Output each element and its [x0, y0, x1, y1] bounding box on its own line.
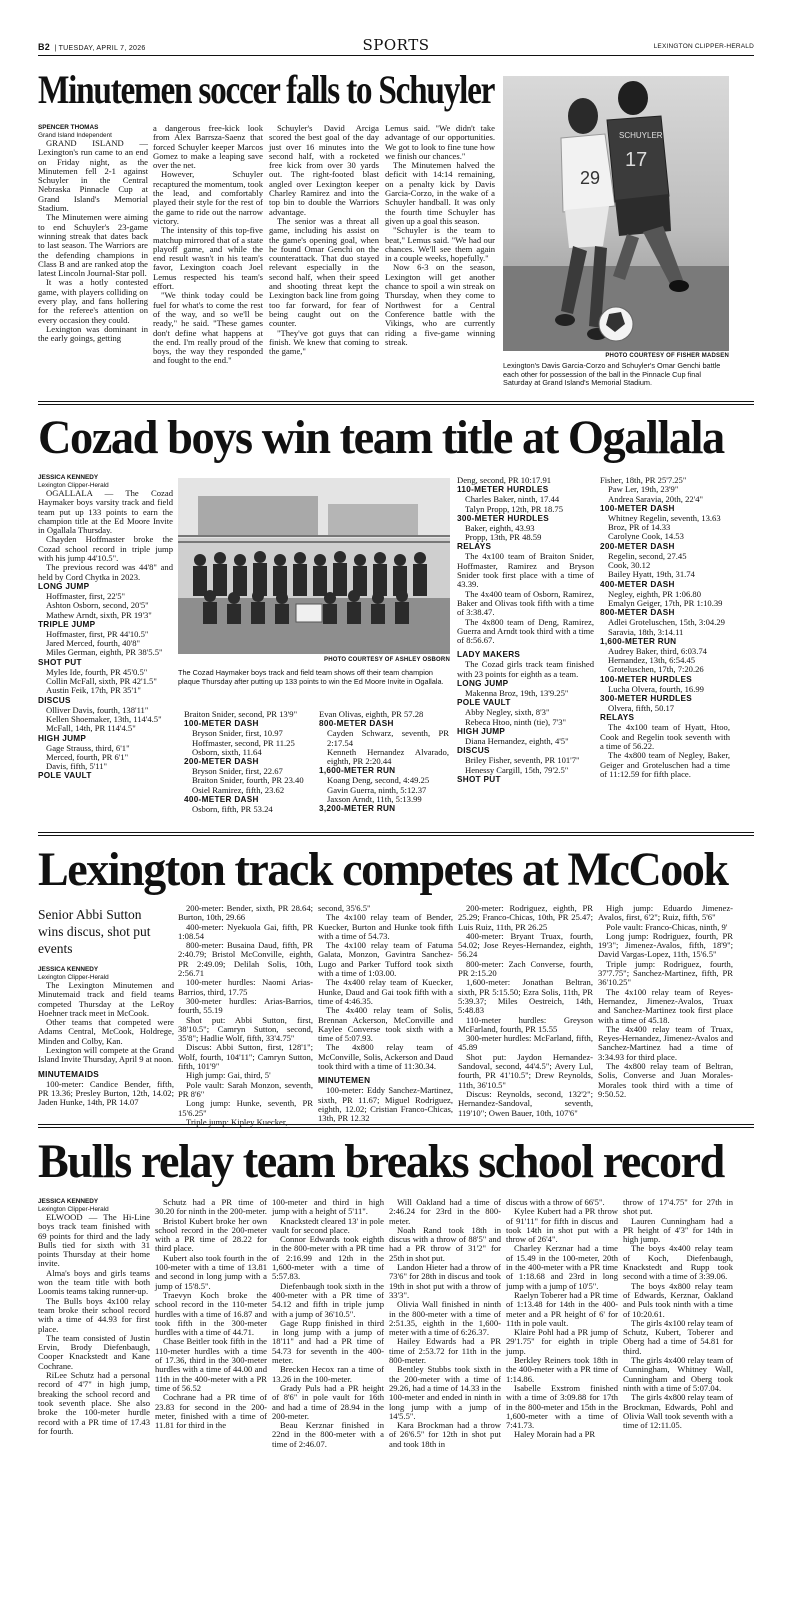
mccook-paragraph: Long jump: Hunke, seventh, PR 15'6.25"	[178, 1098, 313, 1118]
soccer-col-1	[38, 124, 148, 396]
result-line: Koang Deng, second, 4:49.25	[327, 775, 430, 786]
event-heading: SHOT PUT	[38, 657, 82, 667]
cozad-paragraph: Chayden Hoffmaster broke the Cozad school record in triple jump with his jump 44'10.5".	[38, 534, 173, 564]
result-line: Osiel Ramirez, fifth, 23.62	[192, 784, 285, 795]
bulls-col-2	[155, 1198, 267, 1590]
soccer-paragraph: "They've got guys that can finish. We knew that coming to the game,"	[269, 327, 379, 357]
result-line: Emalyn Geiger, 17th, PR 1:10.39	[608, 597, 723, 608]
bulls-paragraph: Raelyn Toberer had a PR time of 1:13.48 for 14th in the 400-meter and a PR height of 6' for 11th in pole vault.	[506, 1289, 618, 1328]
jersey-team-text: SCHUYLER	[619, 131, 663, 140]
result-line: Andrea Saravia, 20th, 22'4"	[608, 493, 704, 504]
event-heading: POLE VAULT	[38, 771, 92, 781]
section-subhead: LADY MAKERS	[457, 650, 521, 660]
event-heading: 800-METER DASH	[600, 608, 675, 618]
soccer-paragraph: a dangerous free-kick look from Alex Barrsza-Saenz that forced Schuyler keeper Marcos Gomez to make a leaping save over the net.	[153, 123, 263, 171]
mccook-paragraph: The 4x800 relay team of McConville, Solis, Ackerson and Daud took third with a time of 11:30.34.	[318, 1042, 453, 1072]
soccer-photo-credit: PHOTO COURTESY OF FISHER MADSEN	[605, 353, 729, 359]
soccer-paragraph: Lemus said. "We didn't take advantage of our opportunities. We got to look to fine tune how we finish our chances."	[385, 123, 495, 161]
bulls-col-4	[389, 1198, 501, 1590]
event-heading: LONG JUMP	[457, 679, 509, 689]
event-heading: 400-METER DASH	[600, 579, 675, 589]
bulls-paragraph: throw of 17'4.75" for 27th in shot put.	[623, 1197, 733, 1217]
paper-name: LEXINGTON CLIPPER-HERALD	[653, 43, 754, 50]
bulls-paragraph: Gage Rupp finished in third in long jump with a jump of 18'11" and had a PR time of 54.73 for seventh in the 400-meter.	[272, 1317, 384, 1366]
cozad-photo-credit: PHOTO COURTESY OF ASHLEY OSBORN	[324, 657, 450, 663]
result-line: Bryson Snider, first, 10.97	[192, 728, 283, 739]
result-line: Adlei Groteluschen, 15th, 3:04.29	[608, 617, 725, 628]
mccook-paragraph: 100-meter: Candice Bender, fifth, PR 13.36; Presley Burton, 12th, 14.02; Jaden Hunke, 14th, PR 14.07	[38, 1078, 174, 1108]
cozad-paragraph: The Cozad girls track team finished with 23 points for eighth as a team.	[457, 659, 594, 679]
result-line: Cook, 30.12	[608, 560, 651, 571]
bulls-paragraph: Diefenbaugh took sixth in the 400-meter with a PR time of 54.12 and fifth in triple jump with a jump of 36'10.5".	[272, 1280, 384, 1319]
mccook-paragraph: The Lexington Minutemen and Minutemaid track and field teams competed Thursday at the LeRoy Hoehner track meet in McCook.	[38, 980, 174, 1018]
bulls-col-3	[272, 1198, 384, 1590]
result-line: Kenneth Hernandez Alvarado, eighth, PR 2:20.44	[327, 746, 449, 767]
bulls-paragraph: Noah Rand took 18th in discus with a throw of 88'5" and had a PR throw of 31'2" for 25th in shot put.	[389, 1224, 501, 1263]
soccer-paragraph: GRAND ISLAND — Lexington's run came to an end on Friday night, as the Minutemen fell 2-1 against Schuyler in the Central Nebraska Pinnacle Cup at Grand Island's Memorial Stadium.	[38, 138, 148, 214]
mccook-paragraph: 100-meter hurdles: Naomi Arias-Barrios, third, 17.75	[178, 977, 313, 997]
section-divider	[38, 401, 754, 405]
result-line: Rebeca Htoo, ninth (tie), 7'3"	[465, 716, 566, 727]
bulls-paragraph: Brecken Hecox ran a time of 13.26 in the 100-meter.	[272, 1364, 384, 1384]
bulls-paragraph: Grady Puls had a PR height of 8'6" in pole vault for 16th and had a time of 28.94 in the 200-meter.	[272, 1382, 384, 1421]
mccook-paragraph: 800-meter: Busaina Daud, fifth, PR 2:40.79; Bristol McConville, eighth, PR 2:49.09; Delilah Solis, 10th, 2:56.71	[178, 940, 313, 979]
relay-paragraph: The 4x100 team of Braiton Snider, Hoffmaster, Ramirez and Bryson Snider took first place with a time of 43.39.	[457, 551, 594, 590]
result-line: Broz, PR of 14.33	[608, 522, 671, 533]
soccer-photo[interactable]	[503, 76, 729, 351]
result-line: Groteluschen, 17th, 7:20.26	[608, 664, 704, 675]
result-line: Braiton Snider, fourth, PR 23.40	[192, 775, 304, 786]
jersey-number-a: 29	[580, 168, 601, 188]
soccer-byline: SPENCER THOMAS Grand Island Independent	[38, 124, 112, 139]
mccook-paragraph: Lexington will compete at the Grand Island Invite Thursday, April 9 at noon.	[38, 1045, 174, 1065]
section-divider	[38, 1124, 754, 1128]
mccook-byline: JESSICA KENNEDY Lexington Clipper-Herald	[38, 966, 109, 981]
bulls-paragraph: Alma's boys and girls teams won the team title with both Loomis teams taking runner-up.	[38, 1267, 150, 1297]
soccer-paragraph: Lexington was dominant in the early goings, getting	[38, 323, 148, 344]
result-line: Negley, eighth, PR 1:06.80	[608, 588, 702, 599]
soccer-paragraph: The Minutemen halved the deficit with 14:14 remaining, on a penalty kick by Davis Garcia-Corzo, in the wake of a Schuyler handball. It was only the fourth time Schuyler has given up a goal this season.	[385, 160, 495, 226]
bulls-paragraph: Will Oakland had a time of 2:46.24 for 23rd in the 800-meter.	[389, 1197, 501, 1226]
soccer-paragraph: "We think today could be fuel for what's to come the rest of the way, and so we'll be ready," he said. "These games don't define what happens at the end. I'm really proud of the boys, the way they responded and fought to the end."	[153, 290, 263, 366]
event-heading: 800-METER DASH	[319, 719, 394, 729]
result-line: Osborn, fifth, PR 53.24	[192, 804, 273, 815]
event-heading: 200-METER DASH	[600, 541, 675, 551]
mccook-col-3	[318, 903, 453, 1124]
bulls-paragraph: The girls 4x100 relay team of Schutz, Kubert, Toberer and Oberg had a time of 54.81 for third.	[623, 1317, 733, 1356]
result-line: Lucha Olvera, fourth, 16.99	[608, 683, 704, 694]
event-heading: 100-METER HURDLES	[600, 674, 692, 684]
event-heading: 3,200-METER RUN	[319, 804, 396, 814]
mccook-col-4	[458, 904, 593, 1118]
mccook-paragraph: 400-meter: Nyekuola Gai, fifth, PR 1:08.54	[178, 921, 313, 941]
section-subhead: MINUTEMAIDS	[38, 1069, 100, 1079]
cozad-paragraph: The previous record was 44'8" and held by Cord Chytka in 2023.	[38, 562, 173, 582]
result-line: Ashton Osborn, second, 20'5"	[46, 600, 149, 611]
mccook-paragraph: 300-meter hurdles: McFarland, fifth, 45.89	[458, 1033, 593, 1053]
event-heading: TRIPLE JUMP	[38, 619, 96, 629]
cozad-col-2	[184, 710, 314, 826]
bulls-paragraph: The boys 4x400 relay team of Koch, Diefenbaugh, Knackstedt and Rupp took second with a time of 3:39.06.	[623, 1243, 733, 1282]
mccook-paragraph: 400-meter: Bryant Truax, fourth, 54.02; Jose Reyes-Hernandez, eighth, 56.24	[458, 930, 593, 960]
bulls-paragraph: Kara Brockman had a throw of 26'6.5" for 12th in shot put and took 18th in	[389, 1420, 501, 1449]
soccer-players-illustration	[503, 76, 729, 351]
jersey-number-b: 17	[625, 149, 648, 171]
bulls-paragraph: RiLee Schutz had a personal record of 4'7" in high jump, breaking the school record and took seventh place. She also broke the 100-meter hurdle record with a PR time of 17.43 for fourth.	[38, 1370, 150, 1436]
bulls-paragraph: Schutz had a PR time of 30.20 for ninth in the 200-meter.	[155, 1197, 267, 1217]
result-line: Whitney Regelin, seventh, 13.63	[608, 512, 721, 523]
section-subhead: MINUTEMEN	[318, 1076, 371, 1086]
bulls-paragraph: Landon Hieter had a throw of 73'6" for 28th in discus and took 19th in shot put with a throw of 33'3".	[389, 1262, 501, 1300]
soccer-paragraph: The intensity of this top-five matchup mirrored that of a state playoff game, and while the end result wasn't in his team's favor, Lexington coach Joel Lemus respected his team's effort.	[153, 225, 264, 292]
team-photo-illustration	[178, 478, 450, 654]
mccook-paragraph: The 4x800 relay team of Beltran, Solis, Converse and Juan Morales-Morales took third with a time of 9:50.52.	[598, 1061, 733, 1099]
bulls-paragraph: Knackstedt cleared 13' in pole vault for second place.	[272, 1215, 384, 1235]
mccook-paragraph: The 4x100 relay team of Reyes-Hernandez, Jimenez-Avalos, Truax and Sanchez-Martinez took first place with a time of 45.18.	[598, 986, 733, 1025]
event-heading: DISCUS	[457, 746, 490, 756]
event-heading: HIGH JUMP	[38, 733, 87, 743]
event-heading: LONG JUMP	[38, 581, 90, 591]
mccook-paragraph: High jump: Gai, third, 5'	[186, 1070, 271, 1081]
result-line: Kellen Shoemaker, 13th, 114'4.5"	[46, 713, 162, 724]
result-line: Paw Ler, 19th, 23'9"	[608, 484, 679, 495]
result-line: Mathew Arndt, sixth, PR 19'3"	[46, 609, 152, 620]
mccook-paragraph: 1,600-meter: Jonathan Beltran, sixth, PR 5:15.50; Ezra Solis, 11th, PR 5:39.37; Miles Oestreich, 14th, 5:48.83	[458, 977, 593, 1016]
result-line: Cayden Schwarz, seventh, PR 2:17.54	[327, 728, 449, 748]
soccer-photo-caption: Lexington's Davis Garcia-Corzo and Schuyler's Omar Genchi battle each other for possession of the ball in the Pinnacle Cup final Saturday at Grand Island's Memorial Stadium.	[503, 361, 721, 388]
result-line: Hernandez, 13th, 6:54.45	[608, 655, 696, 666]
bulls-paragraph: The boys 4x800 relay team of Edwards, Kerznar, Oakland and Puls took ninth with a time of 10:20.61.	[623, 1280, 733, 1319]
bulls-paragraph: Kubert also took fourth in the 100-meter with a time of 13.81 and second in long jump with a jump of 15'8.5".	[155, 1252, 267, 1291]
soccer-paragraph: Now 6-3 on the season, Lexington will get another chance to spoil a win streak on Thursday, when they come to Northwest for a Central Conference battle with the Vikings, who are currently riding a five-game winning streak.	[385, 262, 495, 347]
cozad-headline[interactable]: Cozad boys win team title at Ogallala	[38, 411, 724, 464]
event-heading: RELAYS	[600, 713, 635, 723]
section-title: SPORTS	[362, 36, 430, 54]
result-line: Merced, fourth, PR 6'1"	[46, 751, 129, 762]
relay-paragraph: The 4x800 team of Negley, Baker, Geiger and Groteluschen had a time of 11:12.59 for fifth place.	[600, 750, 730, 779]
result-line: Makenna Broz, 19th, 13'9.25"	[465, 688, 569, 699]
result-line: Jaxson Arndt, 11th, 5:13.99	[327, 794, 422, 805]
result-line: Audrey Baker, third, 6:03.74	[608, 645, 707, 656]
cozad-col-1	[38, 474, 173, 826]
mccook-col-2	[178, 903, 313, 1127]
bulls-col-1	[38, 1198, 150, 1590]
event-heading: POLE VAULT	[457, 698, 511, 708]
result-line: Regelin, second, 27.45	[608, 550, 687, 561]
bulls-paragraph: Isabelle Exstrom finished with a time of 3:09.88 for 17th in the 800-meter and 15th in the 1,600-meter with a time of 7:41.73.	[506, 1382, 618, 1431]
result-line: McFall, 14th, PR 114'4.5"	[46, 723, 136, 734]
result-line: Miles German, eighth, PR 38'5.5"	[46, 647, 163, 658]
result-line: Bailey Hyatt, 19th, 31.74	[608, 569, 695, 580]
cozad-photo-caption: The Cozad Haymaker boys track and field team shows off their team champion plaque Thursday after putting up 133 points to win the Ed Moore Invite in Ogallala.	[178, 668, 444, 686]
result-line: Jared Merced, fourth, 40'8"	[46, 638, 141, 649]
result-line: Deng, second, PR 10:17.91	[457, 475, 552, 485]
bulls-paragraph: Beau Kerznar finished in 22nd in the 800-meter with a time of 2:46.07.	[272, 1420, 384, 1449]
mccook-headline[interactable]: Lexington track competes at McCook	[38, 843, 728, 896]
mccook-paragraph: Triple jump: Rodriguez, fourth, 37'7.75"; Sanchez-Martinez, fifth, PR 36'10.25"	[598, 958, 733, 988]
mccook-paragraph: Long jump: Rodriguez, fourth, PR 19'3"; Jimenez-Avalos, fifth, 18'9"; David Vargas-Lopez, 11th, 15'6.5"	[598, 930, 733, 960]
soccer-paragraph: The senior was a threat all game, including his assist on the game's opening goal, when he found Omar Genchi on the counterattack. That duo stayed relevant especially in the second half, when their speed and shooting threat kept the Lexington back line from going too far forward, for fear of being caught out on the counter.	[269, 215, 379, 329]
bulls-paragraph: Klaire Pohl had a PR jump of 29'1.75" for eighth in triple jump.	[506, 1327, 618, 1356]
cozad-paragraph: OGALLALA — The Cozad Haymaker boys varsity track and field team put up 133 points to earn the champion title at the Ed Moore Invite in Ogallala Thursday.	[38, 488, 173, 536]
bulls-paragraph: Charley Kerznar had a time of 15.49 in the 100-meter, 20th in the 400-meter with a PR time of 1:18.68 and 23rd in long jump with a jump of 10'5".	[506, 1243, 618, 1291]
cozad-col-4	[457, 476, 594, 826]
cozad-byline: JESSICA KENNEDY Lexington Clipper-Herald	[38, 474, 109, 489]
bulls-paragraph: The girls 4x400 relay team of Cunningham, Whitney Wall, Cunningham and Oberg took ninth with a time of 5:07.04.	[623, 1355, 733, 1393]
event-heading: 110-METER HURDLES	[457, 485, 549, 495]
result-line: Carolyne Cook, 14.53	[608, 531, 684, 542]
result-line: Hoffmaster, first, PR 44'10.5"	[46, 628, 149, 639]
bulls-paragraph: Haley Morain had a PR	[514, 1429, 596, 1440]
cozad-col-3	[319, 710, 449, 826]
champion-plaque	[296, 604, 322, 622]
soccer-col-2	[153, 124, 263, 396]
bulls-paragraph: Hailey Edwards had a PR time of 2:53.72 for 11th in the 800-meter.	[389, 1336, 501, 1366]
bulls-paragraph: Bristol Kubert broke her own school record in the 200-meter with a PR time of 28.22 for third place.	[155, 1215, 267, 1254]
mccook-paragraph: The 4x400 relay team of Solis, Brennan Ackerson, McConville and Kaylee Converse took sixth with a time of 5:07.93.	[318, 1005, 453, 1044]
result-line: Austin Feik, 17th, PR 35'1"	[46, 685, 141, 696]
soccer-paragraph: It was a hotly contested game, with players colliding on every play, and fans hollering for the referee's attention on every occasion they could.	[38, 277, 148, 325]
mccook-paragraph: The 4x100 relay team of Fatuma Galata, Monzon, Gavintra Sanchez-Lugo and Parker Tufford took sixth with a time of 1:03.00.	[318, 940, 453, 979]
bulls-paragraph: Traevyn Koch broke the school record in the 110-meter hurdles with a time of 16.87 and took fifth in the 300-meter hurdles with a time of 44.71.	[155, 1289, 267, 1338]
result-line: Olvera, fifth, 50.17	[608, 703, 675, 714]
event-heading: 300-METER HURDLES	[600, 694, 692, 704]
result-line: Osborn, sixth, 11.64	[192, 746, 262, 757]
mccook-paragraph: second, 35'6.5"	[318, 903, 371, 913]
bulls-headline[interactable]: Bulls relay team breaks school record	[38, 1135, 724, 1188]
section-divider	[38, 832, 754, 836]
bulls-paragraph: Chase Beitler took fifth in the 110-meter hurdles with a time of 17.36, third in the 300-meter hurdles with a time of 44.00 and 11th in the 400-meter with a PR time of 56.52	[155, 1336, 267, 1393]
mccook-paragraph: Shot put: Jaydon Hernandez-Sandoval, second, 44'4.5"; Avery Lul, fourth, PR 41'10.5"; Drew Reynolds, 11th, 36'10.5"	[458, 1051, 593, 1090]
soccer-headline[interactable]: Minutemen soccer falls to Schuyler	[38, 67, 495, 112]
result-line: Braiton Snider, second, PR 13'9"	[184, 709, 298, 719]
bulls-paragraph: ELWOOD — The Hi-Line boys track team finished with 69 points for third and the lady Bulls tied for sixth with 31 points Thursday at their home invite.	[38, 1212, 150, 1269]
event-heading: 200-METER DASH	[184, 757, 259, 767]
event-heading: 300-METER HURDLES	[457, 513, 549, 523]
mccook-paragraph: 300-meter hurdles: Arias-Barrios, fourth, 55.19	[178, 995, 313, 1016]
result-line: Collin McFall, sixth, PR 42'1.5"	[46, 676, 157, 687]
result-line: Talyn Propp, 12th, PR 18.75	[465, 503, 563, 514]
mccook-paragraph: 200-meter: Bender, sixth, PR 28.64; Burton, 10th, 29.66	[178, 903, 313, 923]
event-heading: RELAYS	[457, 542, 492, 552]
bulls-paragraph: Bentley Stubbs took sixth in the 200-meter with a time of 29.26, had a time of 14.33 in the 100-meter and ended in ninth in long jump with a jump of 14'5.5".	[389, 1364, 501, 1421]
bulls-paragraph: The team consisted of Justin Ervin, Brody Diefenbaugh, Cooper Knackstedt and Kane Cochrane.	[38, 1332, 150, 1371]
mccook-paragraph: The 4x100 relay team of Bender, Kuecker, Burton and Hunke took fifth with a time of 54.73.	[318, 912, 453, 941]
relay-paragraph: The 4x400 team of Osborn, Ramirez, Baker and Olivas took fifth with a time of 3:38.47.	[457, 588, 594, 618]
event-heading: SHOT PUT	[457, 774, 501, 784]
bulls-paragraph: Lauren Cunningham had a PR height of 4'3" for 14th in high jump.	[623, 1215, 733, 1245]
mccook-paragraph: Other teams that competed were Adams Central, McCook, Holdrege, Minden and Colby, Kan.	[38, 1017, 174, 1046]
relay-paragraph: The 4x800 team of Deng, Ramirez, Guerra and Arndt took third with a time of 8:56.67.	[457, 616, 594, 646]
result-line: Propp, 13th, PR 48.59	[465, 532, 542, 543]
mccook-paragraph: The 4x400 relay team of Kuecker, Hunke, Daud and Gai took fifth with a time of 4:46.35.	[318, 977, 453, 1006]
cozad-team-photo[interactable]	[178, 478, 450, 654]
result-line: Abby Negley, sixth, 8'3"	[465, 707, 550, 718]
soccer-col-4	[385, 124, 495, 396]
soccer-paragraph: The Minutemen were aiming to end Schuyler's 23-game winning streak that dates back to last season. The Warriors are the defending champions in Class B and are ranked atop the latest Lincoln Journal-Star poll.	[38, 212, 148, 279]
result-line: Myles Ide, fourth, PR 45'0.5"	[46, 666, 148, 677]
page-info: B2 | TUESDAY, APRIL 7, 2026	[38, 42, 146, 52]
issue-date: TUESDAY, APRIL 7, 2026	[58, 45, 146, 52]
bulls-paragraph: Berkley Reiners took 18th in the 400-meter with a PR time of 1:14.86.	[506, 1355, 618, 1384]
event-heading: DISCUS	[38, 695, 71, 705]
result-line: Gavin Guerra, ninth, 5:12.37	[327, 784, 427, 795]
page-number: B2	[38, 42, 51, 52]
mccook-paragraph: Shot put: Abbi Sutton, first, 38'10.5"; Camryn Sutton, second, 35'8"; Hadlie Wolf, fifth, 33'4.75"	[178, 1014, 313, 1044]
result-line: Hoffmaster, second, PR 11.25	[192, 737, 295, 748]
event-heading: 1,600-METER RUN	[319, 766, 396, 776]
result-line: Briley Fisher, seventh, PR 101'7"	[465, 755, 580, 766]
soccer-paragraph: Schuyler's David Arciga scored the best goal of the day just over 16 minutes into the second half, with a rocketed free kick from over 30 yards out. The right-footed blast angled over Lexington keeper Charley Ramirez and into the top bin to double the Warriors advantage.	[269, 123, 379, 217]
mccook-paragraph: 800-meter: Zach Converse, fourth, PR 2:15.20	[458, 958, 593, 979]
mccook-col-1	[38, 966, 174, 1118]
result-line: Henessy Cargill, 15th, 79'2.5"	[465, 764, 569, 775]
bulls-paragraph: discus with a throw of 66'5".	[506, 1197, 605, 1207]
result-line: Baker, eighth, 43.93	[465, 522, 535, 533]
event-heading: 100-METER DASH	[600, 503, 675, 513]
result-line: Davis, fifth, 5'11"	[46, 761, 108, 772]
soccer-paragraph: "Schuyler is the team to beat," Lemus said. "We had our chances. We'll see them again in a couple weeks, hopefully."	[385, 225, 495, 264]
cozad-col-5	[600, 476, 730, 826]
bulls-col-6	[623, 1198, 733, 1590]
mccook-paragraph: Discus: Abbi Sutton, first, 128'1"; Wolf, fourth, 104'11"; Camryn Sutton, fifth, 101'9"	[178, 1042, 313, 1072]
relay-paragraph: The 4x100 team of Hyatt, Htoo, Cook and Regelin took seventh with a time of 56.22.	[600, 722, 730, 751]
mccook-paragraph: 100-meter: Eddy Sanchez-Martinez, sixth, PR 11.67; Miguel Rodriguez, eighth, 12.02; Cristian Franco-Chicas, 13th, PR 12.32	[318, 1085, 453, 1124]
mccook-col-5	[598, 904, 733, 1118]
event-heading: 400-METER DASH	[184, 795, 259, 805]
mccook-paragraph: Pole vault: Sarah Monzon, seventh, PR 8'6"	[178, 1079, 313, 1099]
mccook-deck: Senior Abbi Sutton wins discus, shot put events	[38, 907, 151, 956]
event-heading: 1,600-METER RUN	[600, 636, 677, 646]
mccook-paragraph: Triple jump: Kipley Kuecker,	[186, 1116, 288, 1127]
event-heading: 100-METER DASH	[184, 719, 259, 729]
soccer-paragraph: However, Schuyler recaptured the momentum, took the lead, and comfortably played their style for the rest of the game to ride out the narrow victory.	[153, 169, 263, 226]
mccook-paragraph: The 4x400 relay team of Truax, Reyes-Hernandez, Jimenez-Avalos and Sanchez-Martinez had a time of 3:34.93 for third place.	[598, 1023, 733, 1062]
result-line: Charles Baker, ninth, 17.44	[465, 494, 560, 505]
result-line: Saravia, 18th, 3:14.11	[608, 626, 684, 637]
result-line: Hoffmaster, first, 22'5"	[46, 590, 126, 601]
result-line: Bryson Snider, first, 22.67	[192, 766, 283, 777]
bulls-paragraph: 100-meter and third in high jump with a height of 5'11".	[272, 1197, 384, 1217]
result-line: Diana Hernandez, eighth, 4'5"	[465, 735, 569, 746]
bulls-paragraph: Olivia Wall finished in ninth in the 800-meter with a time of 2:51.35, eighth in the 1,600-meter with a time of 6:26.37.	[389, 1299, 501, 1338]
bulls-paragraph: Connor Edwards took eighth in the 800-meter with a PR time of 2:16.99 and 12th in the 1,600-meter with a time of 5:57.83.	[272, 1234, 384, 1282]
masthead	[38, 34, 754, 56]
result-line: Olliver Davis, fourth, 138'11"	[46, 704, 149, 715]
bulls-col-5	[506, 1198, 618, 1590]
result-line: Evan Olivas, eighth, PR 57.28	[319, 709, 424, 719]
event-heading: HIGH JUMP	[457, 726, 506, 736]
bulls-paragraph: Kylee Kubert had a PR throw of 91'11" for fifth in discus and took 14th in shot put with a throw of 26'4".	[506, 1206, 618, 1245]
bulls-byline: JESSICA KENNEDY Lexington Clipper-Herald	[38, 1198, 109, 1213]
bulls-paragraph: Cochrane had a PR time of 23.83 for second in the 200-meter, finished with a time of 11.81 for third in the	[155, 1392, 267, 1431]
mccook-paragraph: High jump: Eduardo Jimenez-Avalos, first, 6'2"; Ruiz, fifth, 5'6"	[598, 903, 733, 923]
mccook-paragraph: Pole vault: Franco-Chicas, ninth, 9'	[606, 921, 728, 932]
soccer-col-3	[269, 124, 379, 396]
result-line: Fisher, 18th, PR 25'7.25"	[600, 475, 687, 485]
mccook-paragraph: 200-meter: Rodriguez, eighth, PR 25.29; Franco-Chicas, 10th, PR 25.47; Luis Ruiz, 11th, PR 26.25	[458, 903, 593, 932]
mccook-paragraph: 110-meter hurdles: Greyson McFarland, fourth, PR 15.55	[458, 1014, 593, 1034]
result-line: Gage Strauss, third, 6'1"	[46, 742, 130, 753]
mccook-paragraph: Discus: Reynolds, second, 132'2"; Hernandez-Sandoval, seventh, 119'10"; Owen Bauer, 10th, 107'6"	[458, 1088, 593, 1118]
bulls-paragraph: The girls 4x800 relay team of Brockman, Edwards, Pohl and Olivia Wall took seventh with a time of 12:11.05.	[623, 1392, 733, 1431]
bulls-paragraph: The Bulls boys 4x100 relay team broke their school record with a time of 44.93 for first place.	[38, 1295, 150, 1334]
